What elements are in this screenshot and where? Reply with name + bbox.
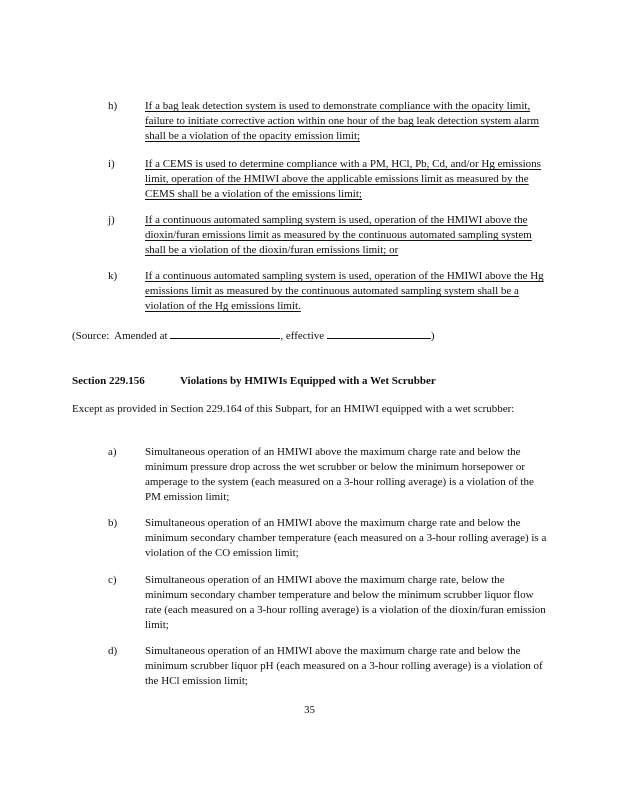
item-label: k) bbox=[108, 270, 118, 282]
item-text: Simultaneous operation of an HMIWI above the maximum charge rate and below the minimum scrubber liquor pH (each measured on a 3-hour rolling average) is a violation of the HCl emission limit; bbox=[145, 645, 543, 687]
section-heading bbox=[72, 375, 436, 387]
section-title: Violations by HMIWIs Equipped with a Wet Scrubber bbox=[180, 375, 436, 387]
source-suffix: ) bbox=[430, 330, 435, 342]
source-prefix: (Source: Amended at bbox=[72, 330, 171, 342]
item-label: i) bbox=[108, 158, 115, 170]
item-text: If a CEMS is used to determine compliance with a PM, HCl, Pb, Cd, and/or Hg emissions limit, operation of the HMIWI above the applicable emissions limit as measured by the CEMS shall be a violation of the emissions limit; bbox=[145, 158, 541, 200]
item-label: d) bbox=[108, 645, 118, 657]
source-middle: , effective bbox=[280, 330, 327, 342]
item-label: j) bbox=[108, 214, 115, 226]
source-note bbox=[72, 327, 435, 344]
amended-date-blank bbox=[170, 327, 280, 339]
item-label: a) bbox=[108, 446, 117, 458]
effective-date-blank bbox=[327, 327, 431, 339]
section-number: Section 229.156 bbox=[72, 375, 145, 387]
item-text: Simultaneous operation of an HMIWI above the maximum charge rate and below the minimum secondary chamber temperature (each measured on a 3-hour rolling average) is a violation of the CO emission limit; bbox=[145, 517, 547, 559]
item-text: If a continuous automated sampling system is used, operation of the HMIWI above the Hg emissions limit as measured by the continuous automated sampling system shall be a violation of the Hg emissions limit. bbox=[145, 270, 544, 312]
page-number: 35 bbox=[304, 704, 315, 716]
intro-paragraph: Except as provided in Section 229.164 of this Subpart, for an HMIWI equipped with a wet scrubber: bbox=[72, 403, 515, 415]
item-text: Simultaneous operation of an HMIWI above the maximum charge rate, below the minimum secondary chamber temperature and below the minimum scrubber liquor flow rate (each measured on a 3-hour rolling average) is a violation of the dioxin/furan emission limit; bbox=[145, 574, 546, 631]
item-text: If a continuous automated sampling system is used, operation of the HMIWI above the dioxin/furan emissions limit as measured by the continuous automated sampling system shall be a violation of the dioxin/furan emissions limit; or bbox=[145, 214, 532, 256]
item-text: Simultaneous operation of an HMIWI above the maximum charge rate and below the minimum pressure drop across the wet scrubber or below the minimum horsepower or amperage to the system (each measured on a 3-hour rolling average) is a violation of the PM emission limit; bbox=[145, 446, 534, 503]
item-text: If a bag leak detection system is used to demonstrate compliance with the opacity limit, failure to initiate corrective action within one hour of the bag leak detection system alarm shall be a violation of the opacity emission limit; bbox=[145, 100, 540, 142]
item-label: h) bbox=[108, 100, 118, 112]
item-label: c) bbox=[108, 574, 117, 586]
item-label: b) bbox=[108, 517, 118, 529]
